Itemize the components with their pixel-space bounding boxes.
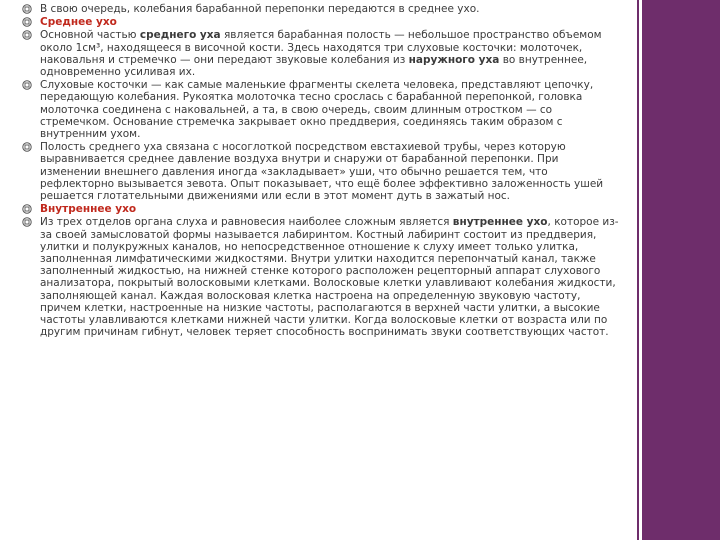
circled-square-bullet-icon: [22, 204, 32, 214]
list-item: [16, 203, 620, 215]
paragraph-text: Из трех отделов органа слуха и равновесия наиболее сложным является: [40, 216, 453, 229]
paragraph-text: во внутреннее, одновременно усиливая их.: [40, 53, 588, 79]
section-heading-inner-ear: Внутреннее ухо: [40, 203, 137, 216]
list-item: [16, 79, 620, 140]
paragraph-text: Полость среднего уха связана с носоглоткой посредством евстахиевой трубы, через которую выравнивается среднее давление воздуха внутри и снаружи от барабанной перепонки. При изменении внешнего давления иногда «закладывает» уши, что обычно решается тем, что рефлекторно вызывается зевота. Опыт показывает, что ещё более эффективно заложенность ушей решается глотательными движениями или если в этот момент дуть в зажатый нос.: [40, 141, 604, 203]
paragraph-text: В свою очередь, колебания барабанной перепонки передаются в среднее ухо.: [40, 3, 480, 15]
list-item: [16, 29, 620, 78]
circled-square-bullet-icon: [22, 217, 32, 227]
list-item: [16, 216, 620, 338]
paragraph-text: Основной частью: [40, 29, 140, 42]
bold-term: внутреннее ухо: [452, 216, 548, 229]
accent-divider-line: [637, 0, 639, 540]
bold-term: среднего уха: [139, 29, 221, 42]
circled-square-bullet-icon: [22, 17, 32, 27]
section-heading-middle-ear: Среднее ухо: [40, 16, 117, 29]
paragraph-text: , которое из-за своей замысловатой формы называется лабиринтом. Костный лабиринт состоит из преддверия, улитки и полукружных каналов, но непосредственное отношение к слуху имеет только улитка, заполненная лимфатическими жидкостями. Внутри улитки находится перепончатый канал, также заполненный жидкостью, на нижней стенке которого расположен рецепторный аппарат слухового анализатора, покрытый волосковыми клетками. Волосковые клетки улавливают колебания жидкости, заполняющей канал. Каждая волосковая клетка настроена на определенную звуковую частоту, причем клетки, настроенные на низкие частоты, располагаются в верхней части улитки, а высокие частоты улавливаются клетками нижней части улитки. Когда волосковые клетки от возраста или по другим причинам гибнут, человек теряет способность воспринимать звуки соответствующих частот.: [40, 216, 619, 339]
circled-square-bullet-icon: [22, 30, 32, 40]
accent-side-bar: [642, 0, 720, 540]
list-item: [16, 3, 620, 15]
circled-square-bullet-icon: [22, 4, 32, 14]
paragraph-text: является барабанная полость — небольшое пространство объемом около 1см³, находящееся в височной кости. Здесь находятся три слуховые косточки: молоточек, наковальня и стремечко — они передают звуковые колебания из: [40, 29, 602, 66]
list-item: [16, 16, 620, 28]
bold-term: наружного уха: [408, 53, 500, 66]
list-item: [16, 141, 620, 202]
bullet-list: [16, 3, 620, 338]
paragraph-text: Слуховые косточки — как самые маленькие фрагменты скелета человека, представляют цепочку, передающую колебания. Рукоятка молоточка тесно срослась с барабанной перепонкой, головка молоточка соединена с наковальней, а та, в свою очередь, своим длинным отростком — со стремечком. Основание стремечка закрывает окно преддверия, соединяясь таким образом с внутренним ухом.: [40, 79, 594, 141]
circled-square-bullet-icon: [22, 80, 32, 90]
circled-square-bullet-icon: [22, 142, 32, 152]
slide-content: [16, 3, 620, 339]
